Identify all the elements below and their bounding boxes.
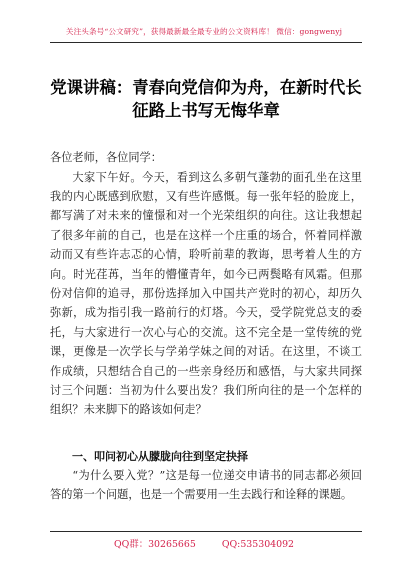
header-divider: [50, 42, 362, 43]
footer-qq-group: QQ群：30265665: [113, 539, 196, 550]
header-note: 关注头条号“公文研究”，获得最新最全最专业的公文资料库！ 微信：gongwenyj: [65, 27, 343, 36]
section-heading: 一、叩问初心从朦胧向往到坚定抉择: [72, 450, 248, 463]
footer-qq: QQ:535304092: [221, 539, 295, 550]
paragraph-intro: 大家下午好。今天，看到这么多朝气蓬勃的面孔坐在这里我的内心既感到欣慰，又有些许感慨。每一张年轻的脸庞上，都写满了对未来的憧憬和对一个光荣组织的向往。这让我想起了很多年前的自己，也是在这样一个庄重的场合，怀着同样激动而又有些许志忑的心情，聆听前辈的教诲，思考着人生的方向。时光荏苒，当年的懵懂青年，如今已两鬓略有风霜。但那份对信仰的追寻，那份选择加入中国共产党时的初心，却历久弥新，成为指引我一路前行的灯塔。今天，受学院党总支的委托，与大家进行一次心与心的交流。这不完全是一堂传统的党课，更像是一次学长与学弟学妹之间的对话。在这里，不谈工作成绩，只想结合自己的一些亲身经历和感悟，与大家共同探讨三个问题：当初为什么要出发？我们所向往的是一个怎样的组织？未来脚下的路该如何走？: [50, 170, 362, 417]
footer: [0, 536, 408, 550]
paragraph-section-1: “为什么要入党？”这是每一位递交申请书的同志都必须回答的第一个问题，也是一个需要用一生去践行和诠释的课题。: [50, 469, 362, 502]
footer-divider: [50, 531, 362, 532]
salutation: 各位老师，各位同学：: [50, 151, 162, 164]
document-title: 党课讲稿：青春向党信仰为舟，在新时代长征路上书写无悔华章: [50, 78, 362, 120]
